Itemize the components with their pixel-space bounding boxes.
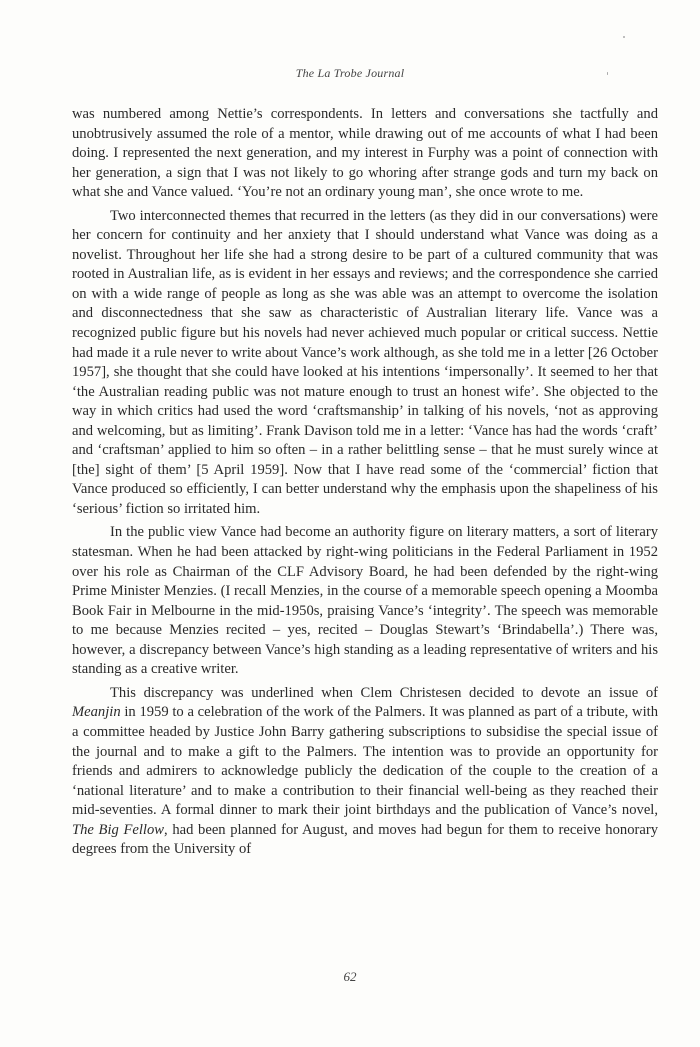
italic-title: Meanjin bbox=[72, 704, 121, 721]
article-body bbox=[72, 105, 658, 864]
paragraph bbox=[72, 105, 658, 203]
paragraph-text: in 1959 to a celebration of the work of the Palmers. It was planned as part of a tribute, with a committee headed by Justice John Barry gathering subscriptions to subsidise the special issue of the journal and to make a gift to the Palmers. The intention was to provide an opportunity for friends and admirers to acknowledge publicly the dedication of the couple to the creation of a ‘national literature’ and to make a contribution to their financial well-being as they reached their mid-seventies. A formal dinner to mark their joint birthdays and the publication of Vance’s novel, bbox=[72, 704, 658, 819]
paragraph bbox=[72, 207, 658, 520]
italic-title: The Big Fellow bbox=[72, 821, 165, 838]
scan-speck bbox=[623, 36, 625, 38]
page-number: 62 bbox=[343, 969, 357, 984]
paragraph-text: Two interconnected themes that recurred in the letters (as they did in our conversations) were her concern for continuity and her anxiety that I should understand what Vance was doing as a novelist. Throughout her life she had a strong desire to be part of a cultured community that was rooted in Australian life, as is evident in her essays and reviews; and the correspondence she carried on with a wide range of people as long as she was able was an attempt to overcome the isolation and disconnectedness that she saw as characteristic of Australian literary life. Vance was a recognized public figure but his novels had never achieved much popular or critical success. Nettie had made it a rule never to write about Vance’s work although, as she told me in a letter [26 October 1957], she thought that she could have looked at his intentions ‘impersonally’. It seemed to her that ‘the Australian reading public was not mature enough to trust an honest wife’. She objected to the way in which critics had used the word ‘craftsmanship’ in talking of his novels, ‘not as approving and welcoming, but as limiting’. Frank Davison told me in a letter: ‘Vance has had the words ‘craft’ and ‘craftsman’ applied to him so often – in a rather belittling sense – that he must surely wince at [the] sight of them’ [5 April 1959]. Now that I have read some of the ‘commercial’ fiction that Vance produced so efficiently, I can better understand why the emphasis upon the shapeliness of his ‘serious’ fiction so irritated him. bbox=[72, 207, 658, 517]
paragraph-text: In the public view Vance had become an authority figure on literary matters, a sort of literary statesman. When he had been attacked by right-wing politicians in the Federal Parliament in 1952 over his role as Chairman of the CLF Advisory Board, he had been defended by the right-wing Prime Minister Menzies. (I recall Menzies, in the course of a memorable speech opening a Moomba Book Fair in Melbourne in the mid-1950s, praising Vance’s ‘integrity’. The speech was memorable to me because Menzies recited – yes, recited – Douglas Stewart’s ‘Brindabella’.) There was, however, a discrepancy between Vance’s high standing as a leading representative of writers and his standing as a creative writer. bbox=[72, 524, 658, 678]
paragraph-text: was numbered among Nettie’s correspondents. In letters and conversations she tactfully and unobtrusively assumed the role of a mentor, while drawing out of me accounts of what I had been doing. I represented the next generation, and my interest in Furphy was a point of connection with her generation, a sign that I was not likely to go whoring after strange gods and turn my back on what she and Vance valued. ‘You’re not an ordinary young man’, she once wrote to me. bbox=[72, 106, 658, 201]
running-head: The La Trobe Journal bbox=[295, 66, 405, 80]
paragraph-text: , had been planned for August, and moves had begun for them to receive honorary degrees from the University of bbox=[72, 821, 658, 858]
paragraph-text: This discrepancy was underlined when Clem Christesen decided to devote an issue of bbox=[110, 684, 658, 701]
paragraph bbox=[72, 684, 658, 860]
paragraph bbox=[72, 523, 658, 679]
